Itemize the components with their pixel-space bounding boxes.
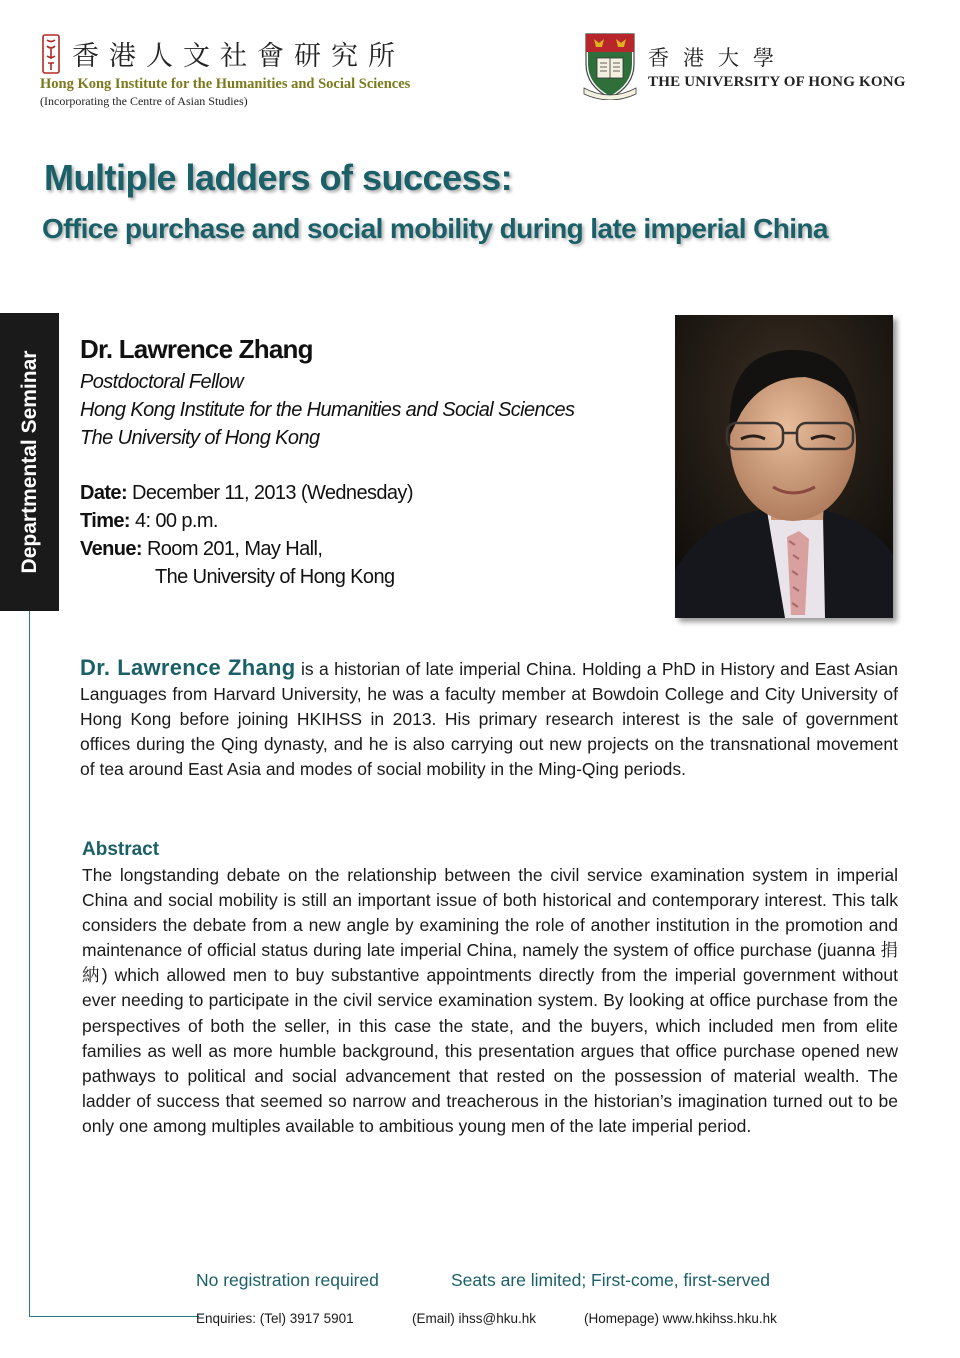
abstract-heading: Abstract — [82, 839, 160, 860]
event-date — [80, 482, 413, 505]
seats-note: Seats are limited; First-come, first-served — [451, 1270, 770, 1290]
seminar-title: Multiple ladders of success: — [44, 157, 513, 198]
event-time — [80, 510, 218, 533]
venue-value: Room 201, May Hall, — [141, 538, 323, 560]
enquiries-tel: Enquiries: (Tel) 3917 5901 — [196, 1311, 354, 1326]
event-venue — [80, 538, 322, 561]
departmental-seminar-tab — [0, 313, 59, 611]
homepage-link[interactable]: (Homepage) www.hkihss.hku.hk — [584, 1311, 777, 1326]
speaker-name: Dr. Lawrence Zhang — [80, 334, 313, 364]
left-rule — [29, 611, 30, 1317]
venue-label: Venue: — [80, 538, 142, 560]
bottom-rule — [29, 1316, 199, 1317]
abstract-text: The longstanding debate on the relationship between the civil service examination system in imperial China and social mobility is still an important issue of both historical and contemporary interest. This talk considers the debate from a new angle by examining the role of another institution in the promotion and maintenance of official status during late imperial China, namely the system of office purchase (juanna 捐納) which allowed men to buy substantive appointments directly from the imperial government without ever needing to participate in the civil service examination system. By looking at office purchase from the perspectives of both the seller, in this case the state, and the buyers, which included men from elite families as well as more humble background, this presentation argues that office purchase opened new pathways to political and social advancement that rested on the possession of material wealth. The ladder of success that seemed so narrow and treacherous in the historian’s imagination turned out to be only one among multiples available to ambitious young men of the late imperial period. — [82, 865, 898, 1136]
hku-crest-icon — [582, 32, 638, 100]
hku-name-chinese: 香港大學 — [648, 46, 788, 70]
ihss-name-chinese: 香港人文社會研究所 — [72, 41, 405, 72]
speaker-portrait-image — [675, 315, 893, 618]
date-value: December 11, 2013 (Wednesday) — [127, 482, 413, 504]
hku-name-english: THE UNIVERSITY OF HONG KONG — [648, 74, 906, 90]
enquiries-email[interactable]: (Email) ihss@hku.hk — [412, 1311, 536, 1326]
date-label: Date: — [80, 482, 128, 504]
seminar-subtitle: Office purchase and social mobility during late imperial China — [42, 213, 828, 244]
time-value: 4: 00 p.m. — [129, 510, 218, 532]
time-label: Time: — [80, 510, 130, 532]
ihss-seal-icon — [40, 34, 62, 74]
speaker-bio — [80, 655, 898, 782]
bio-lead-name: Dr. Lawrence Zhang — [80, 655, 296, 680]
speaker-position: Postdoctoral Fellow — [80, 371, 244, 393]
bio-text: is a historian of late imperial China. Holding a PhD in History and East Asian Languages from Harvard University, he was a faculty member at Bowdoin College and City University of Hong Kong before joining HKIHSS in 2013. His primary research interest is the sale of government offices during the Qing dynasty, and he is also carrying out new projects on the transnational movement of tea around East Asia and modes of social mobility in the Ming-Qing periods. — [80, 659, 898, 779]
event-venue-line2: The University of Hong Kong — [155, 566, 395, 588]
side-tab-label: Departmental Seminar — [17, 350, 41, 574]
speaker-institute: Hong Kong Institute for the Humanities and Social Sciences — [80, 399, 575, 421]
ihss-name-english: Hong Kong Institute for the Humanities and Social Sciences — [40, 76, 411, 92]
registration-note: No registration required — [196, 1270, 379, 1290]
speaker-photo — [675, 315, 893, 618]
ihss-subtitle: (Incorporating the Centre of Asian Studies) — [40, 94, 248, 108]
speaker-university: The University of Hong Kong — [80, 427, 320, 449]
